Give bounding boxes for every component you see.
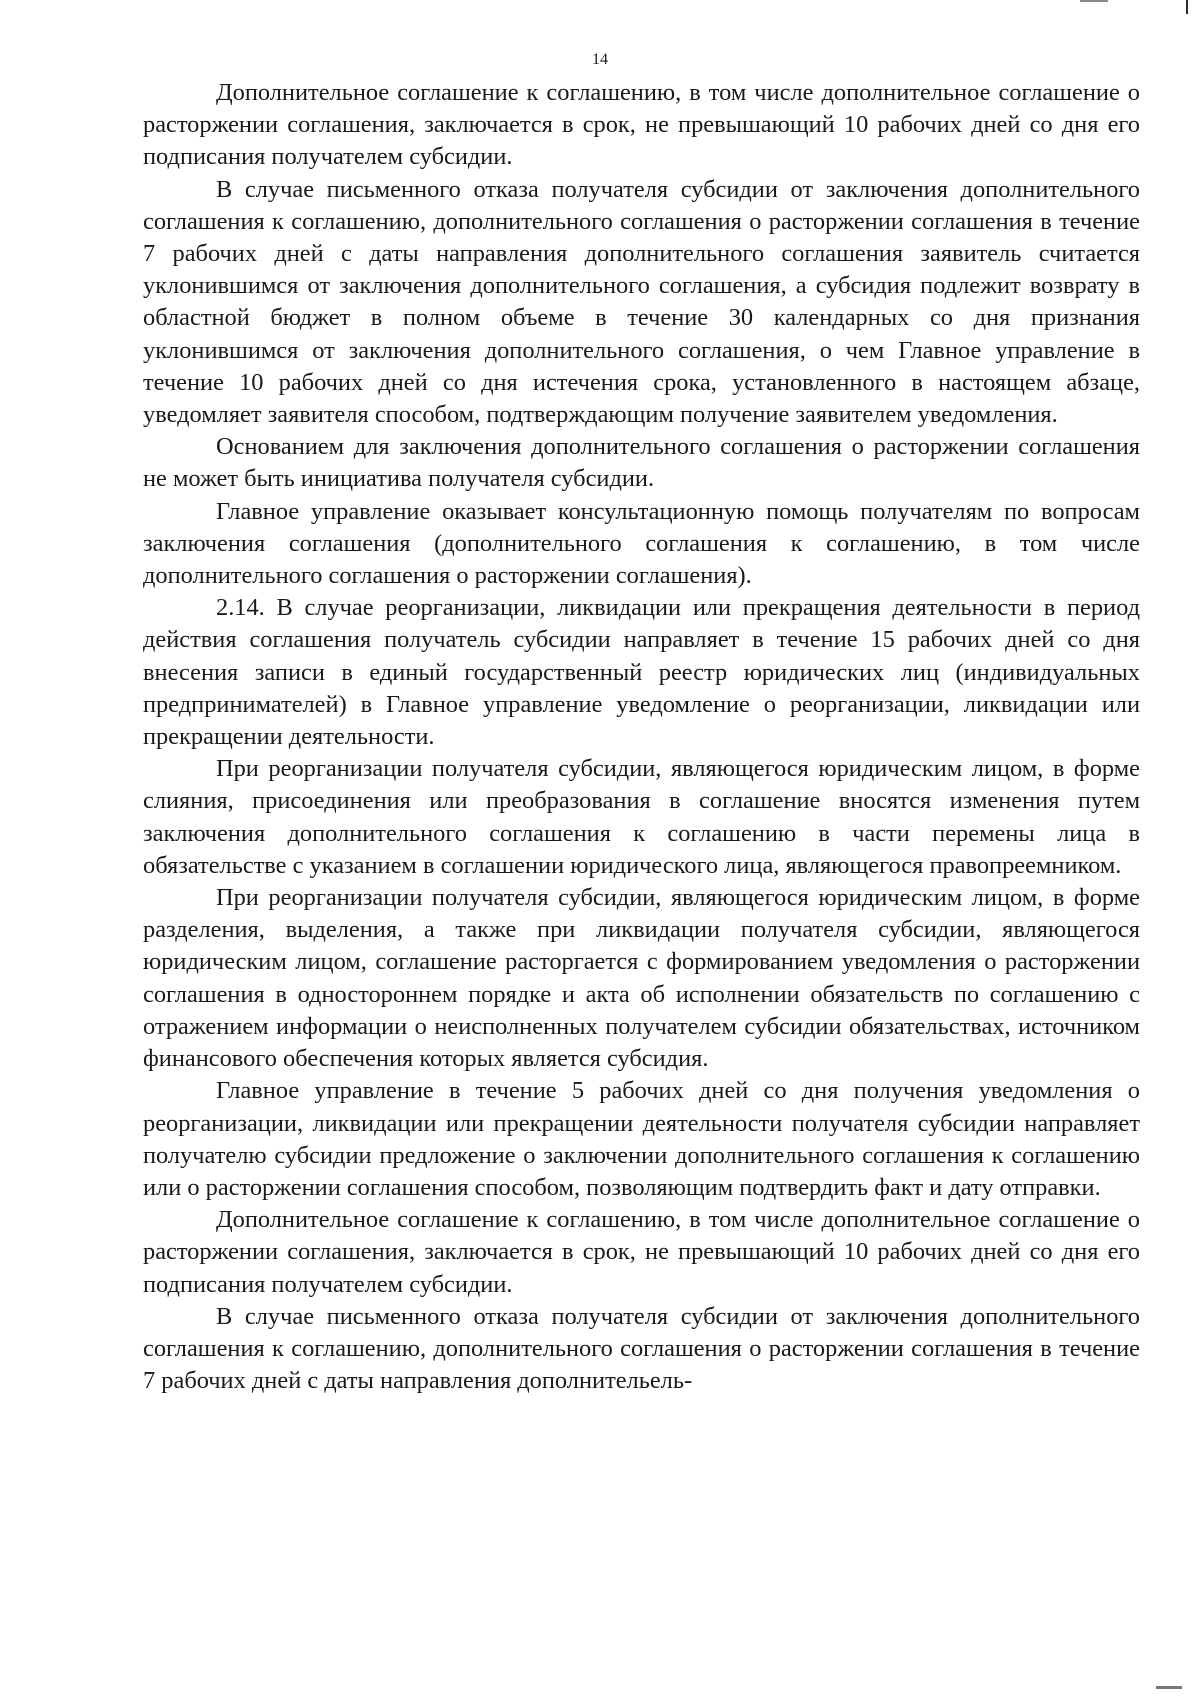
scan-edge-mark-top bbox=[1186, 0, 1188, 14]
paragraph-2: В случае письменного отказа получателя субсидии от заключения дополнительного соглашения к соглашению, дополнительного соглашения о расторжении соглашения в течение 7 рабочих дней с даты направления дополнительного соглашения заявитель считается уклонившимся от заключения дополнительного соглашения, а субсидия подлежит возврату в областной бюджет в полном объеме в течение 30 календарных со дня признания уклонившимся от заключения дополнительного соглашения, о чем Главное управление в течение 10 рабочих дней со дня истечения срока, установленного в настоящем абзаце, уведомляет заявителя способом, подтверждающим получение заявителем уведомления. bbox=[143, 175, 1140, 429]
paragraph-10: В случае письменного отказа получателя субсидии от заключения дополнительного соглашения к соглашению, дополнительного соглашения о расторжении соглашения в течение 7 рабочих дней с даты направления дополнительель- bbox=[143, 1302, 1140, 1395]
document-body bbox=[143, 77, 1140, 1397]
paragraph-7: При реорганизации получателя субсидии, являющегося юридическим лицом, в форме разделения, выделения, а также при ликвидации получателя субсидии, являющегося юридическим лицом, соглашение расторгается с формированием уведомления о расторжении соглашения в одностороннем порядке и акта об исполнении обязательств по соглашению с отражением информации о неисполненных получателем субсидии обязательствах, источником финансового обеспечения которых является субсидия. bbox=[143, 884, 1140, 1073]
paragraph-4: Главное управление оказывает консультационную помощь получателям по вопросам заключения соглашения (дополнительного соглашения к соглашению, в том числе дополнительного соглашения о расторжении соглашения). bbox=[143, 497, 1140, 590]
paragraph-9: Дополнительное соглашение к соглашению, в том числе дополнительное соглашение о расторжении соглашения, заключается в срок, не превышающий 10 рабочих дней со дня его подписания получателем субсидии. bbox=[143, 1206, 1140, 1298]
paragraph-3: Основанием для заключения дополнительного соглашения о расторжении соглашения не может быть инициатива получателя субсидии. bbox=[143, 433, 1140, 493]
paragraph-5: 2.14. В случае реорганизации, ликвидации или прекращения деятельности в период действия соглашения получатель субсидии направляет в течение 15 рабочих дней со дня внесения записи в единый государственный реестр юридических лиц (индивидуальных предпринимателей) в Главное управление уведомление о реорганизации, ликвидации или прекращении деятельности. bbox=[143, 594, 1140, 751]
scan-dots-bottom bbox=[1156, 1686, 1182, 1689]
page-number: 14 bbox=[592, 51, 608, 68]
scan-dots-top bbox=[1080, 0, 1108, 2]
paragraph-6: При реорганизации получателя субсидии, являющегося юридическим лицом, в форме слияния, присоединения или преобразования в соглашение вносятся изменения путем заключения дополнительного соглашения к соглашению в части перемены лица в обязательстве с указанием в соглашении юридического лица, являющегося правопреемником. bbox=[143, 755, 1140, 879]
paragraph-1: Дополнительное соглашение к соглашению, в том числе дополнительное соглашение о расторжении соглашения, заключается в срок, не превышающий 10 рабочих дней со дня его подписания получателем субсидии. bbox=[143, 79, 1140, 171]
paragraph-8: Главное управление в течение 5 рабочих дней со дня получения уведомления о реорганизации, ликвидации или прекращении деятельности получателя субсидии направляет получателю субсидии предложение о заключении дополнительного соглашения к соглашению или о расторжении соглашения способом, позволяющим подтвердить факт и дату отправки. bbox=[143, 1077, 1140, 1201]
